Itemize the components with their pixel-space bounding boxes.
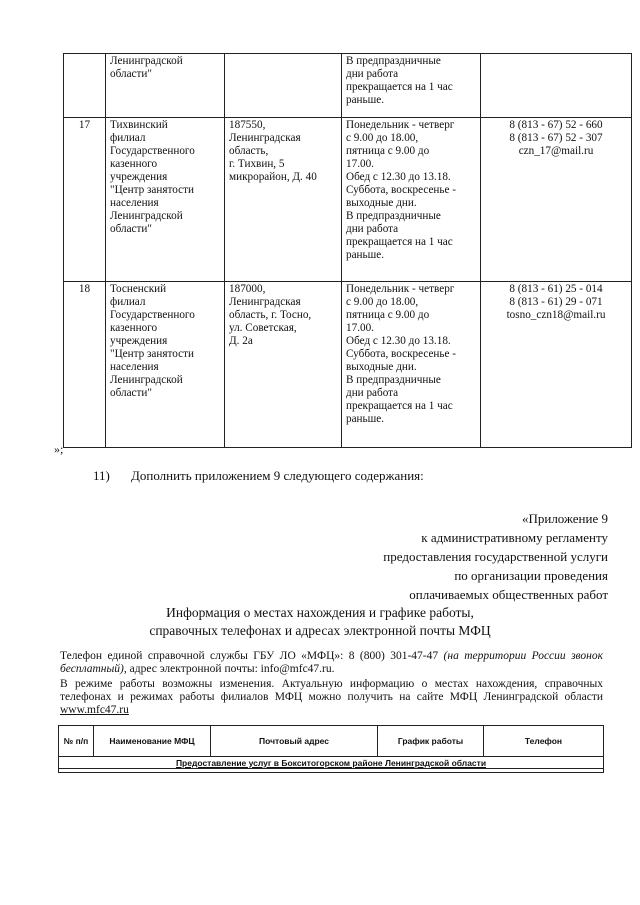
mfc-table — [58, 725, 604, 773]
cell-name-line: Ленинградской — [110, 55, 183, 67]
cell-name-line: казенного — [110, 158, 158, 170]
cell-name-line: области" — [110, 387, 152, 399]
cell-name-line: Ленинградской — [110, 210, 183, 222]
cell-schedule-line: Понедельник - четверг — [346, 119, 455, 131]
cell-phones — [481, 118, 632, 282]
cell-address-line: область, г. Тосно, — [229, 309, 312, 321]
cell-schedule-line: Суббота, воскресенье - — [346, 348, 457, 360]
cell-schedule-line: Обед с 12.30 до 13.18. — [346, 171, 451, 183]
cell-name-line: населения — [110, 197, 159, 209]
cell-schedule-line: В предпраздничные — [346, 210, 441, 222]
cell-name-line: казенного — [110, 322, 158, 334]
website-link[interactable]: www.mfc47.ru — [60, 704, 129, 716]
table-row — [64, 118, 632, 282]
cell-phones — [481, 54, 632, 118]
table-row — [64, 282, 632, 448]
cell-name-line: филиал — [110, 132, 146, 144]
cell-schedule-line: пятница с 9.00 до — [346, 309, 430, 321]
cell-schedule-line: дни работа — [346, 223, 399, 235]
cell-name — [106, 54, 225, 118]
cell-schedule-line: выходные дни. — [346, 361, 417, 373]
cell-phones-line: czn_17@mail.ru — [518, 145, 594, 157]
cell-address-line: Д. 2а — [229, 335, 253, 347]
cell-schedule-line: прекращается на 1 час — [346, 81, 453, 93]
cell-number-line: 17 — [78, 119, 91, 131]
cell-name-line: области" — [110, 68, 152, 80]
col-header-name: Наименование МФЦ — [94, 726, 211, 757]
cell-phones-line: 8 (813 - 61) 25 - 014 — [509, 283, 603, 295]
cell-schedule-line: раньше. — [346, 94, 385, 106]
cell-schedule-line: В предпраздничные — [346, 55, 441, 67]
cell-address — [225, 118, 342, 282]
col-header-address: Почтовый адрес — [211, 726, 378, 757]
cell-address-line: ул. Советская, — [229, 322, 297, 334]
cell-schedule-line: дни работа — [346, 68, 399, 80]
appendix-header — [383, 509, 608, 604]
cell-address-line: 187000, — [229, 283, 266, 295]
cell-name — [106, 282, 225, 448]
cell-address — [225, 54, 342, 118]
cell-name-line: филиал — [110, 296, 146, 308]
cell-schedule-line: раньше. — [346, 413, 385, 425]
cell-phones-line: 8 (813 - 67) 52 - 660 — [509, 119, 603, 131]
info-title-line: справочных телефонах и адресах электронной почты МФЦ — [149, 623, 491, 638]
cell-schedule-line: Обед с 12.30 до 13.18. — [346, 335, 451, 347]
cell-name-line: Ленинградской — [110, 374, 183, 386]
cell-address-line: микрорайон, Д. 40 — [229, 171, 317, 183]
cell-phones — [481, 282, 632, 448]
cell-number — [64, 118, 106, 282]
cell-name — [106, 118, 225, 282]
cell-schedule-line: пятница с 9.00 до — [346, 145, 430, 157]
amendment-text: Дополнить приложением 9 следующего содержания: — [131, 468, 424, 483]
cell-schedule-line: прекращается на 1 час — [346, 236, 453, 248]
appendix-line: по организации проведения — [454, 568, 608, 583]
closing-quote-mark: »; — [54, 442, 64, 456]
cell-name-line: "Центр занятости — [110, 184, 194, 196]
branches-table — [63, 53, 632, 448]
cell-name-line: населения — [110, 361, 159, 373]
changes-paragraph — [60, 678, 603, 717]
cell-schedule — [342, 118, 481, 282]
cell-number — [64, 54, 106, 118]
cell-number-line: 18 — [78, 283, 91, 295]
section-divider — [59, 769, 604, 773]
cell-schedule-line: 17.00. — [346, 158, 374, 170]
table-row — [64, 54, 632, 118]
cell-name-line: Тихвинский — [110, 119, 168, 131]
cell-address-line: область, — [229, 145, 269, 157]
cell-phones-line: tosno_czn18@mail.ru — [506, 309, 606, 321]
cell-schedule-line: дни работа — [346, 387, 399, 399]
col-header-phone: Телефон — [484, 726, 604, 757]
cell-schedule-line: раньше. — [346, 249, 385, 261]
hotline-paragraph — [60, 650, 603, 676]
col-header-number: № п/п — [59, 726, 94, 757]
cell-schedule-line: прекращается на 1 час — [346, 400, 453, 412]
cell-name-line: Тосненский — [110, 283, 167, 295]
cell-name-line: "Центр занятости — [110, 348, 194, 360]
info-title-line: Информация о местах нахождения и графике работы, — [166, 605, 474, 620]
section-row-boksitogorsk: Предоставление услуг в Бокситогорском районе Ленинградской области — [59, 757, 604, 769]
appendix-line: «Приложение 9 — [521, 511, 608, 526]
cell-phones-line: 8 (813 - 67) 52 - 307 — [509, 132, 603, 144]
hotline-note: (на территории России звонок бесплатный) — [60, 650, 603, 675]
email-text: , адрес электронной почты: info@mfc47.ru. — [123, 663, 335, 675]
cell-address-line: г. Тихвин, 5 — [229, 158, 285, 170]
cell-name-line: учреждения — [110, 171, 168, 183]
cell-phones-line: 8 (813 - 61) 29 - 071 — [509, 296, 603, 308]
appendix-line: оплачиваемых общественных работ — [409, 587, 608, 602]
cell-address-line: Ленинградская — [229, 132, 301, 144]
cell-address — [225, 282, 342, 448]
amendment-number: 11) — [93, 468, 110, 483]
cell-schedule-line: с 9.00 до 18.00, — [346, 132, 419, 144]
cell-schedule — [342, 54, 481, 118]
cell-name-line: учреждения — [110, 335, 168, 347]
cell-schedule-line: с 9.00 до 18.00, — [346, 296, 419, 308]
cell-name-line: Государственного — [110, 309, 195, 321]
cell-schedule-line: выходные дни. — [346, 197, 417, 209]
cell-schedule-line: Суббота, воскресенье - — [346, 184, 457, 196]
cell-schedule-line: 17.00. — [346, 322, 374, 334]
cell-number — [64, 282, 106, 448]
cell-address-line: 187550, — [229, 119, 266, 131]
cell-schedule — [342, 282, 481, 448]
cell-name-line: области" — [110, 223, 152, 235]
cell-schedule-line: Понедельник - четверг — [346, 283, 455, 295]
cell-schedule-line: В предпраздничные — [346, 374, 441, 386]
amendment-item-11 — [93, 468, 424, 484]
appendix-line: к административному регламенту — [421, 530, 608, 545]
appendix-line: предоставления государственной услуги — [383, 549, 608, 564]
changes-text: В режиме работы возможны изменения. Актуальную информацию о местах нахождения, справочных телефонах и режимах работы филиалов МФЦ можно получить на сайте МФЦ Ленинградской области — [60, 678, 603, 703]
info-title — [0, 604, 640, 640]
cell-name-line: Государственного — [110, 145, 195, 157]
hotline-text: Телефон единой справочной службы ГБУ ЛО «МФЦ»: 8 (800) 301-47-47 — [60, 650, 444, 662]
col-header-schedule: График работы — [378, 726, 484, 757]
cell-address-line: Ленинградская — [229, 296, 301, 308]
